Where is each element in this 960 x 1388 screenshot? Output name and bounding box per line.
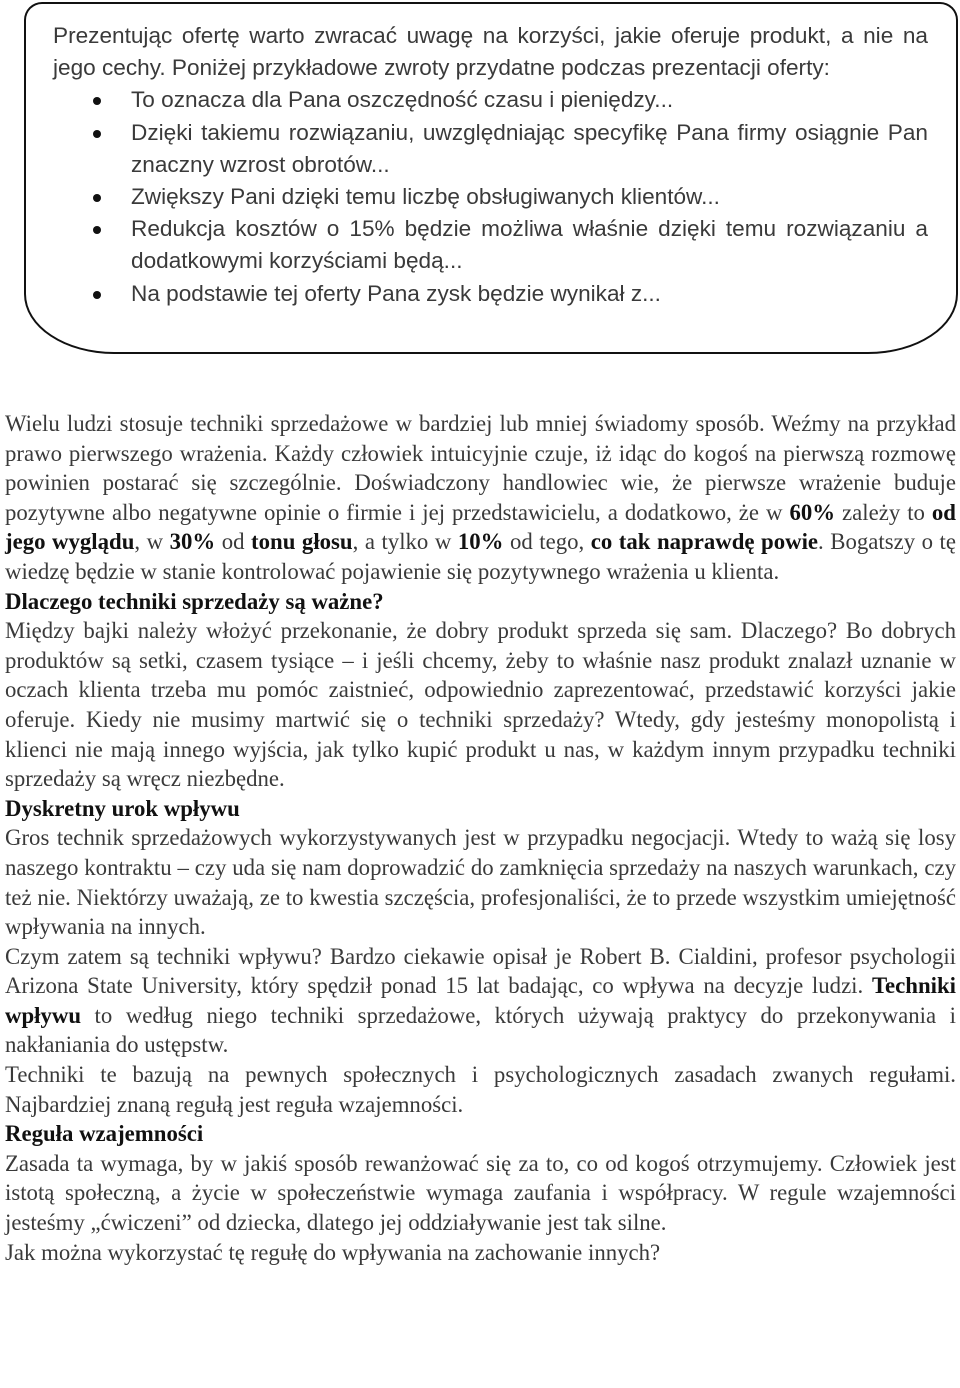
bullet-icon xyxy=(93,226,101,234)
list-item: Redukcja kosztów o 15% będzie możliwa właśnie dzięki temu rozwiązaniu a dodatkowymi korzyściami będą... xyxy=(53,213,928,277)
bullet-icon xyxy=(93,130,101,138)
list-item: Na podstawie tej oferty Pana zysk będzie wynikał z... xyxy=(53,278,928,310)
paragraph: Zasada ta wymaga, by w jakiś sposób rewanżować się za to, co od kogoś otrzymujemy. Człowiek jest istotą społeczną, a życie w społeczeństwie wymaga zaufania i współpracy. W regule wzajemności jesteśmy „ćwiczeni” od dziecka, dlatego jej oddziaływanie jest tak silne. xyxy=(5,1150,956,1236)
bullet-icon xyxy=(93,97,101,105)
bullet-icon xyxy=(93,194,101,202)
section-heading: Dyskretny urok wpływu xyxy=(5,795,240,821)
paragraph-first-impression: Wielu ludzi stosuje techniki sprzedażowe w bardziej lub mniej świadomy sposób. Weźmy na przykład prawo pierwszego wrażenia. Każdy człowiek intuicyjnie czuje, iż idąc do kogoś na pierwszą rozmowę powinien postarać się szczególnie. Doświadczony handlowiec wie, że pierwsze wrażenie buduje pozytywne albo negatywne opinie o firmie i jej przedstawicielu, a dodatkowo, że w 60% zależy to od jego wyglądu, w 30% od tonu głosu, a tylko w 10% od tego, co tak naprawdę powie. Bogatszy o tę wiedzę będzie w stanie kontrolować pojawienie się pozytywnego wrażenia u klienta. xyxy=(5,411,956,584)
offer-callout-content xyxy=(53,20,928,310)
section-heading: Reguła wzajemności xyxy=(5,1121,204,1147)
section-heading: Dlaczego techniki sprzedaży są ważne? xyxy=(5,588,384,614)
bullet-icon xyxy=(93,291,101,299)
article-body xyxy=(5,409,956,1267)
paragraph: Techniki te bazują na pewnych społecznych i psychologicznych zasadach zwanych regułami. Najbardziej znaną regułą jest reguła wzajemności. xyxy=(5,1062,956,1117)
list-item: Dzięki takiemu rozwiązaniu, uwzględniając specyfikę Pana firmy osiągnie Pan znaczny wzrost obrotów... xyxy=(53,117,928,181)
paragraph: Jak można wykorzystać tę regułę do wpływania na zachowanie innych? xyxy=(5,1239,661,1265)
list-item: Zwiększy Pani dzięki temu liczbę obsługiwanych klientów... xyxy=(53,181,928,213)
paragraph: Gros technik sprzedażowych wykorzystywanych jest w przypadku negocjacji. Wtedy to ważą się losy naszego kontraktu – czy uda się nam doprowadzić do zamknięcia sprzedaży na naszych warunkach, czy też nie. Niektórzy uważają, ze to kwestia szczęścia, profesjonaliści, że to przede wszystkim umiejętność wpływania na innych. xyxy=(5,825,956,940)
offer-phrases-list xyxy=(53,84,928,309)
offer-intro: Prezentując ofertę warto zwracać uwagę na korzyści, jakie oferuje produkt, a nie na jego cechy. Poniżej przykładowe zwroty przydatne podczas prezentacji oferty: xyxy=(53,23,928,81)
paragraph-influence: Czym zatem są techniki wpływu? Bardzo ciekawie opisał je Robert B. Cialdini, profesor psychologii Arizona State University, który spędził ponad 15 lat badając, co wpływa na decyzje ludzi. Techniki wpływu to według niego techniki sprzedażowe, których używają praktycy do przekonywania i nakłaniania do ustępstw. xyxy=(5,943,956,1058)
paragraph: Między bajki należy włożyć przekonanie, że dobry produkt sprzeda się sam. Dlaczego? Bo dobrych produktów są setki, czasem tysiące – i jeśli chcemy, żeby to właśnie nasz produkt znalazł uznanie w oczach klienta trzeba mu pomóc zaistnieć, odpowiednio zaprezentować, przedstawić korzyści jakie oferuje. Kiedy nie musimy martwić się o techniki sprzedaży? Wtedy, gdy jesteśmy monopolistą i klienci nie mają innego wyjścia, jak tylko kupić produkt u nas, w każdym innym przypadku techniki sprzedaży są wręcz niezbędne. xyxy=(5,618,956,792)
list-item: To oznacza dla Pana oszczędność czasu i pieniędzy... xyxy=(53,84,928,116)
